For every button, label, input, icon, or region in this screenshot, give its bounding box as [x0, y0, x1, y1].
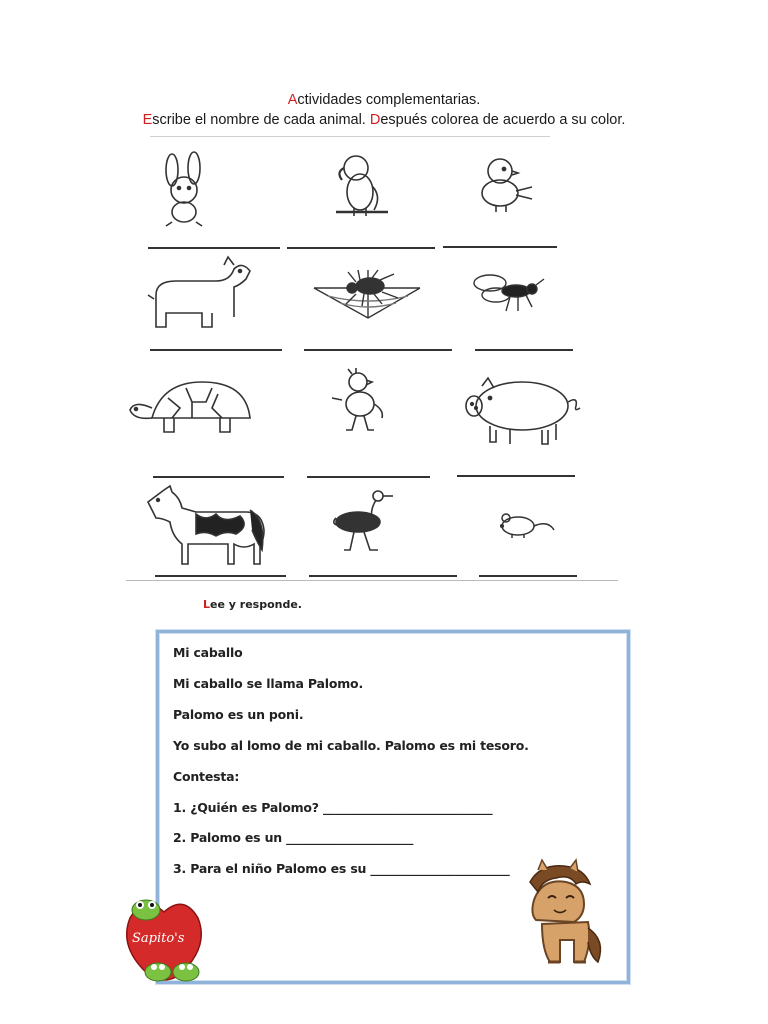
- sapitos-logo: [124, 892, 208, 989]
- reading-line: Contesta:: [173, 769, 240, 784]
- answer-line-mouse[interactable]: [479, 575, 577, 577]
- answer-line-small-bird[interactable]: [307, 476, 430, 478]
- answer-line-horse[interactable]: [155, 575, 286, 577]
- pony-illustration: [508, 858, 608, 975]
- question-1[interactable]: 1. ¿Quién es Palomo? ____________________________: [173, 800, 493, 815]
- answer-line-fly[interactable]: [475, 349, 573, 351]
- answer-line-ostrich[interactable]: [309, 575, 457, 577]
- turtle-picture: [128, 378, 252, 440]
- reading-title: Mi caballo: [173, 645, 243, 660]
- answer-line-dog[interactable]: [150, 349, 282, 351]
- answer-line-pig[interactable]: [457, 475, 575, 477]
- horse-picture: [144, 484, 270, 566]
- dog-picture: [146, 255, 256, 335]
- answer-line-spider[interactable]: [304, 349, 452, 351]
- mouse-picture: [494, 508, 556, 540]
- parrot-picture: [326, 150, 396, 225]
- bottom-divider: [126, 580, 618, 581]
- read-and-answer-heading: Lee y responde.: [203, 598, 302, 611]
- small-bird-picture: [330, 368, 394, 436]
- question-3[interactable]: 3. Para el niño Palomo es su _______________________: [173, 861, 510, 876]
- pig-picture: [460, 376, 582, 446]
- rabbit-picture: [150, 148, 230, 228]
- logo-text: Sapito's: [132, 931, 185, 946]
- worksheet-title: Actividades complementarias.: [287, 92, 481, 108]
- worksheet-instructions: Escribe el nombre de cada animal. Después colorea de acuerdo a su color.: [142, 112, 626, 128]
- answer-line-parrot[interactable]: [287, 247, 435, 249]
- answer-line-rabbit[interactable]: [148, 247, 280, 249]
- ostrich-picture: [330, 488, 418, 554]
- reading-line: Mi caballo se llama Palomo.: [173, 676, 363, 691]
- answer-line-turtle[interactable]: [153, 476, 284, 478]
- answer-line-bird[interactable]: [443, 246, 557, 248]
- reading-line: Palomo es un poni.: [173, 707, 304, 722]
- spider-picture: [312, 268, 422, 323]
- reading-line: Yo subo al lomo de mi caballo. Palomo es mi tesoro.: [173, 738, 529, 753]
- fly-picture: [470, 265, 546, 315]
- question-2[interactable]: 2. Palomo es un _____________________: [173, 830, 414, 845]
- bird-picture: [466, 153, 538, 218]
